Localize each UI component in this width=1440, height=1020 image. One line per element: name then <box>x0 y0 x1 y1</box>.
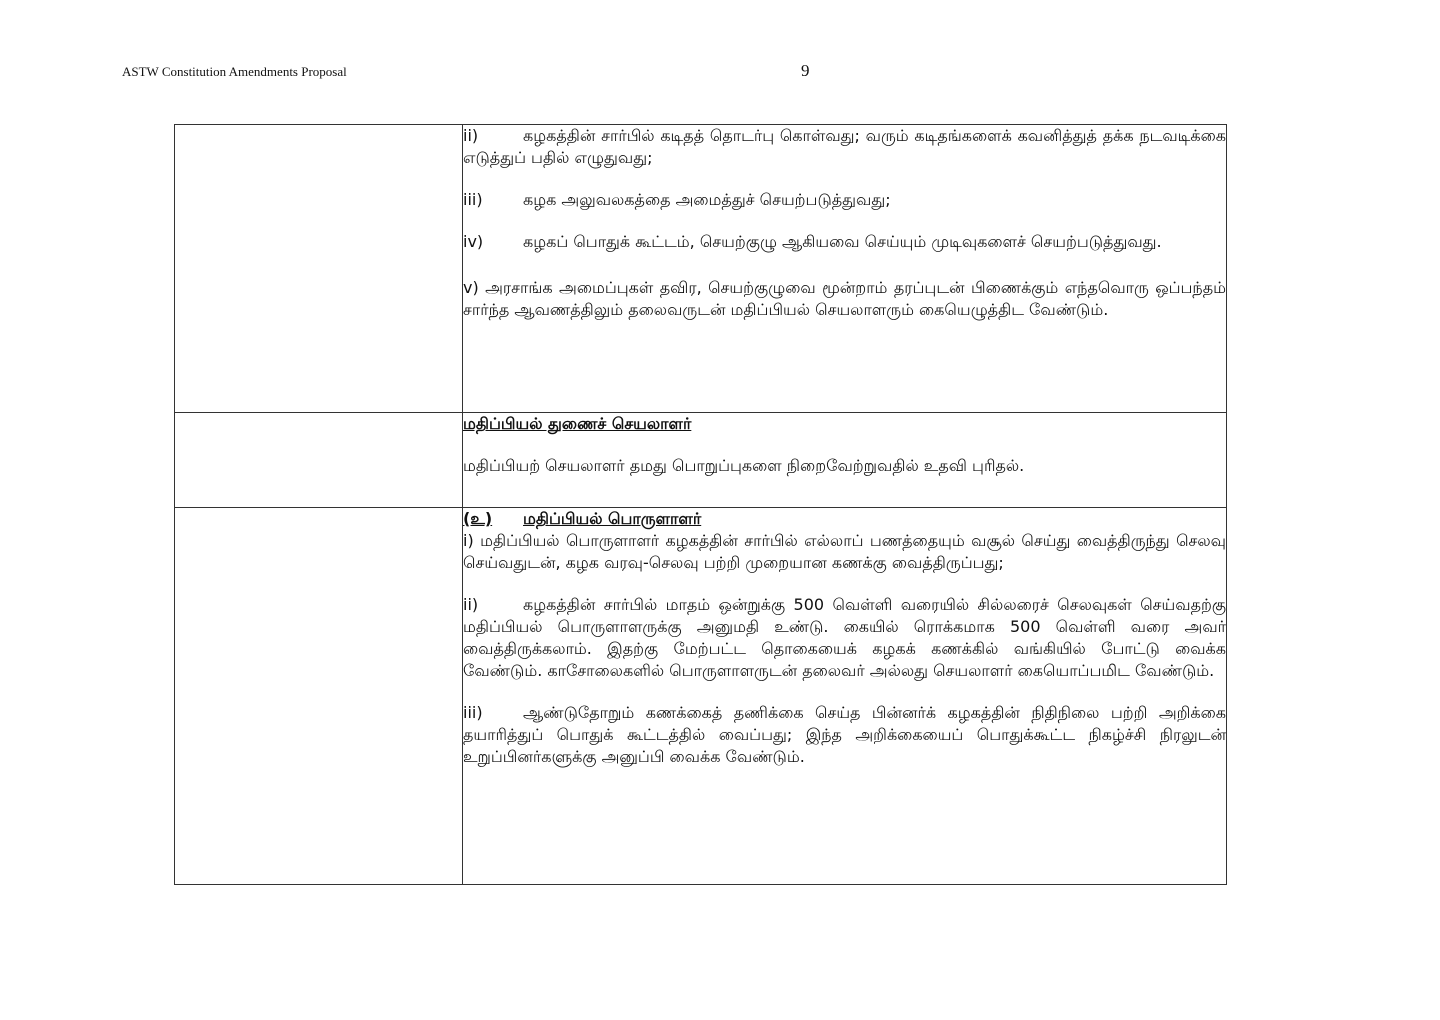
treasurer-cell <box>463 508 1227 885</box>
amendments-table <box>174 124 1227 885</box>
secretary-duties-cell <box>463 125 1227 413</box>
duty-item-v: v) அரசாங்க அமைப்புகள் தவிர, செயற்குழுவை மூன்றாம் தரப்புடன் பிணைக்கும் எந்தவொரு ஒப்பந்தம் சார்ந்த ஆவணத்திலும் தலைவருடன் மதிப்பியல் செயலாளரும் கையெழுத்திட வேண்டும். <box>463 278 1226 319</box>
empty-left-cell <box>175 508 463 885</box>
section-body: மதிப்பியற் செயலாளர் தமது பொறுப்புகளை நிறைவேற்றுவதில் உதவி புரிதல். <box>463 456 1025 475</box>
empty-left-cell <box>175 125 463 413</box>
treasurer-item-ii: ii) கழகத்தின் சார்பில் மாதம் ஒன்றுக்கு 500 வெள்ளி வரையில் சில்லரைச் செலவுகள் செய்வதற்கு மதிப்பியல் பொருளாளருக்கு அனுமதி உண்டு. கையில் ரொக்கமாக 500 வெள்ளி வரை அவர் வைத்திருக்கலாம். இதற்கு மேற்பட்ட தொகையைக் கழகக் கணக்கில் வங்கியில் போட்டு வைக்க வேண்டும். காசோலைகளில் பொருளாளருடன் தலைவர் அல்லது செயலாளர் கையொப்பமிட வேண்டும். <box>463 595 1226 680</box>
treasurer-item-iii: iii) ஆண்டுதோறும் கணக்கைத் தணிக்கை செய்த பின்னர்க் கழகத்தின் நிதிநிலை பற்றி அறிக்கை தயாரித்துப் பொதுக் கூட்டத்தில் வைப்பது; இந்த அறிக்கையைப் பொதுக்கூட்ட நிகழ்ச்சி நிரலுடன் உறுப்பினர்களுக்கு அனுப்பி வைக்க வேண்டும். <box>463 703 1226 766</box>
section-heading: (உ) மதிப்பியல் பொருளாளர் <box>463 509 702 528</box>
empty-left-cell <box>175 413 463 508</box>
treasurer-item-i: i) மதிப்பியல் பொருளாளர் கழகத்தின் சார்பில் எல்லாப் பணத்தையும் வசூல் செய்து வைத்திருந்து செலவு செய்வதுடன், கழக வரவு-செலவு பற்றி முறையான கணக்கு வைத்திருப்பது; <box>463 531 1226 572</box>
table-row <box>175 413 1227 508</box>
table-row <box>175 508 1227 885</box>
section-heading: மதிப்பியல் துணைச் செயலாளர் <box>463 414 692 433</box>
asst-secretary-cell <box>463 413 1227 508</box>
document-header-title: ASTW Constitution Amendments Proposal <box>122 64 347 79</box>
duty-item-iii: iii) கழக அலுவலகத்தை அமைத்துச் செயற்படுத்துவது; <box>463 190 891 209</box>
duty-item-ii: ii) கழகத்தின் சார்பில் கடிதத் தொடர்பு கொள்வது; வரும் கடிதங்களைக் கவனித்துத் தக்க நடவடிக்கை எடுத்துப் பதில் எழுதுவது; <box>463 126 1226 167</box>
duty-item-iv: iv) கழகப் பொதுக் கூட்டம், செயற்குழு ஆகியவை செய்யும் முடிவுகளைச் செயற்படுத்துவது. <box>463 232 1162 251</box>
page-number: 9 <box>801 61 810 80</box>
table-row <box>175 125 1227 413</box>
